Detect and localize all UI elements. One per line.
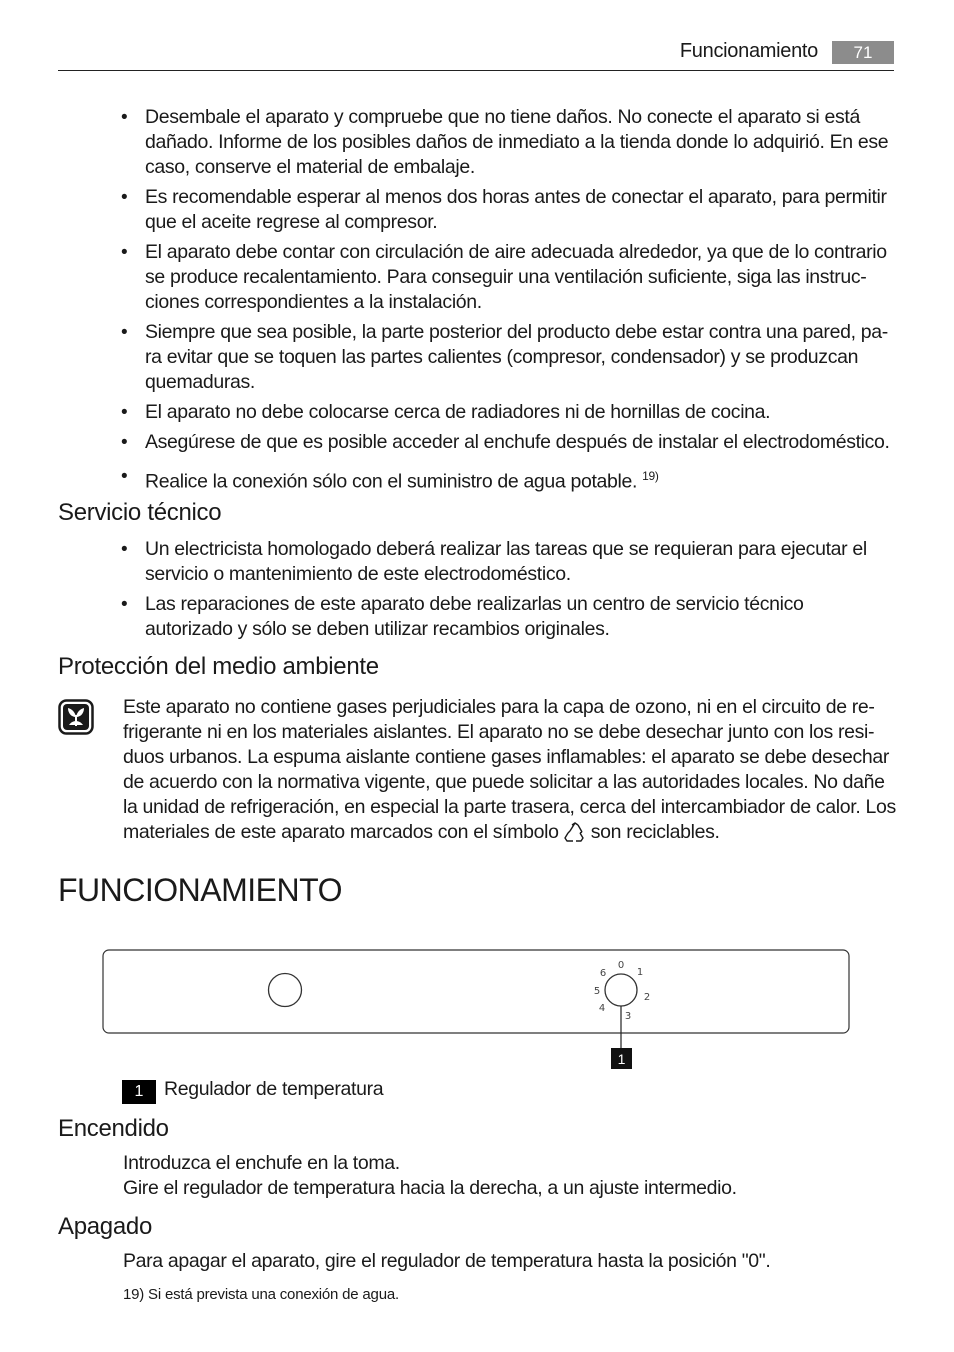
installation-list: [0, 105, 895, 495]
list-item: • El aparato debe contar con circulación de aire adecuada alrededor, ya que de lo contrario se produce recalentamiento. Para conseguir una ventilación suficiente, siga las instruc-ciones correspondientes a la instalación.: [121, 241, 887, 313]
list-item: • El aparato no debe colocarse cerca de radiadores ni de hornillas de cocina.: [121, 401, 771, 423]
dial-number: 6: [599, 968, 607, 979]
header-rule: [58, 70, 894, 71]
dial-number: 0: [617, 960, 625, 971]
list-item: • Un electricista homologado deberá realizar las tareas que se requieran para ejecutar el servicio o mantenimiento de este electrodoméstico.: [121, 538, 867, 585]
page-number: 71: [832, 41, 894, 64]
list-item: • Realice la conexión sólo con el suministro de agua potable. $^{19)}$: [121, 466, 659, 493]
dial-number: 3: [624, 1011, 632, 1022]
switch-on-heading: Encendido: [58, 1115, 169, 1142]
running-header: Funcionamiento: [679, 40, 818, 62]
control-panel: [103, 950, 849, 1033]
dial-number: 5: [593, 986, 601, 997]
list-item: • Es recomendable esperar al menos dos horas antes de conectar el aparato, para permitir que el aceite regrese al compresor.: [121, 186, 887, 233]
control-panel-diagram: [102, 944, 850, 1074]
environment-heading: Protección del medio ambiente: [58, 653, 379, 680]
indicator-light: [269, 974, 302, 1007]
callout-number: 1: [617, 1051, 626, 1067]
footnote-ref: 19): [642, 469, 659, 483]
environment-text: Este aparato no contiene gases perjudiciales para la capa de ozono, ni en el circuito de re-frigerante ni en los materiales aislantes. El aparato no se debe desechar junto con los resi-duos urbanos. La espuma aislante contiene gases inflamables: el aparato se debe desechar de acuerdo con la normativa vigente, que puede solicitar a las autoridades locales. No dañe la unidad de refrigeración, en especial la parte trasera, cerca del intercambiador de calor. Los materiales de este aparato marcados con el símbolo son reciclables.: [123, 696, 896, 843]
operation-heading: FUNCIONAMIENTO: [58, 872, 342, 908]
list-item: • Las reparaciones de este aparato debe realizarlas un centro de servicio técnico autorizado y sólo se deben utilizar recambios originales.: [121, 593, 804, 640]
switch-off-heading: Apagado: [58, 1213, 152, 1240]
switch-on-line: Introduzca el enchufe en la toma.: [123, 1152, 400, 1174]
recycle-icon: [564, 822, 586, 842]
legend-label: Regulador de temperatura: [164, 1078, 384, 1100]
service-heading: Servicio técnico: [58, 499, 222, 526]
dial-number: 2: [643, 992, 651, 1003]
footnote: 19) Si está prevista una conexión de agua.: [123, 1286, 399, 1303]
switch-on-line: Gire el regulador de temperatura hacia la derecha, a un ajuste intermedio.: [123, 1177, 737, 1199]
dial-number: 4: [598, 1003, 606, 1014]
dial-number: 1: [636, 967, 644, 978]
switch-off-text: Para apagar el aparato, gire el regulador de temperatura hasta la posición "0".: [123, 1250, 771, 1272]
service-list: [0, 537, 895, 642]
list-item: • Desembale el aparato y compruebe que no tiene daños. No conecte el aparato si está dañado. Informe de los posibles daños de inmediato a la tienda donde lo adquirió. En ese caso, conserve el material de embalaje.: [121, 106, 889, 178]
legend-number: 1: [122, 1080, 156, 1104]
list-item: • Asegúrese de que es posible acceder al enchufe después de instalar el electrodoméstico.: [121, 431, 890, 453]
temperature-dial: [605, 974, 637, 1006]
environment-icon: [58, 699, 94, 735]
list-item: • Siempre que sea posible, la parte posterior del producto debe estar contra una pared, pa-ra evitar que se toquen las partes calientes (compresor, condensador) y se produzcan quemaduras.: [121, 321, 888, 393]
